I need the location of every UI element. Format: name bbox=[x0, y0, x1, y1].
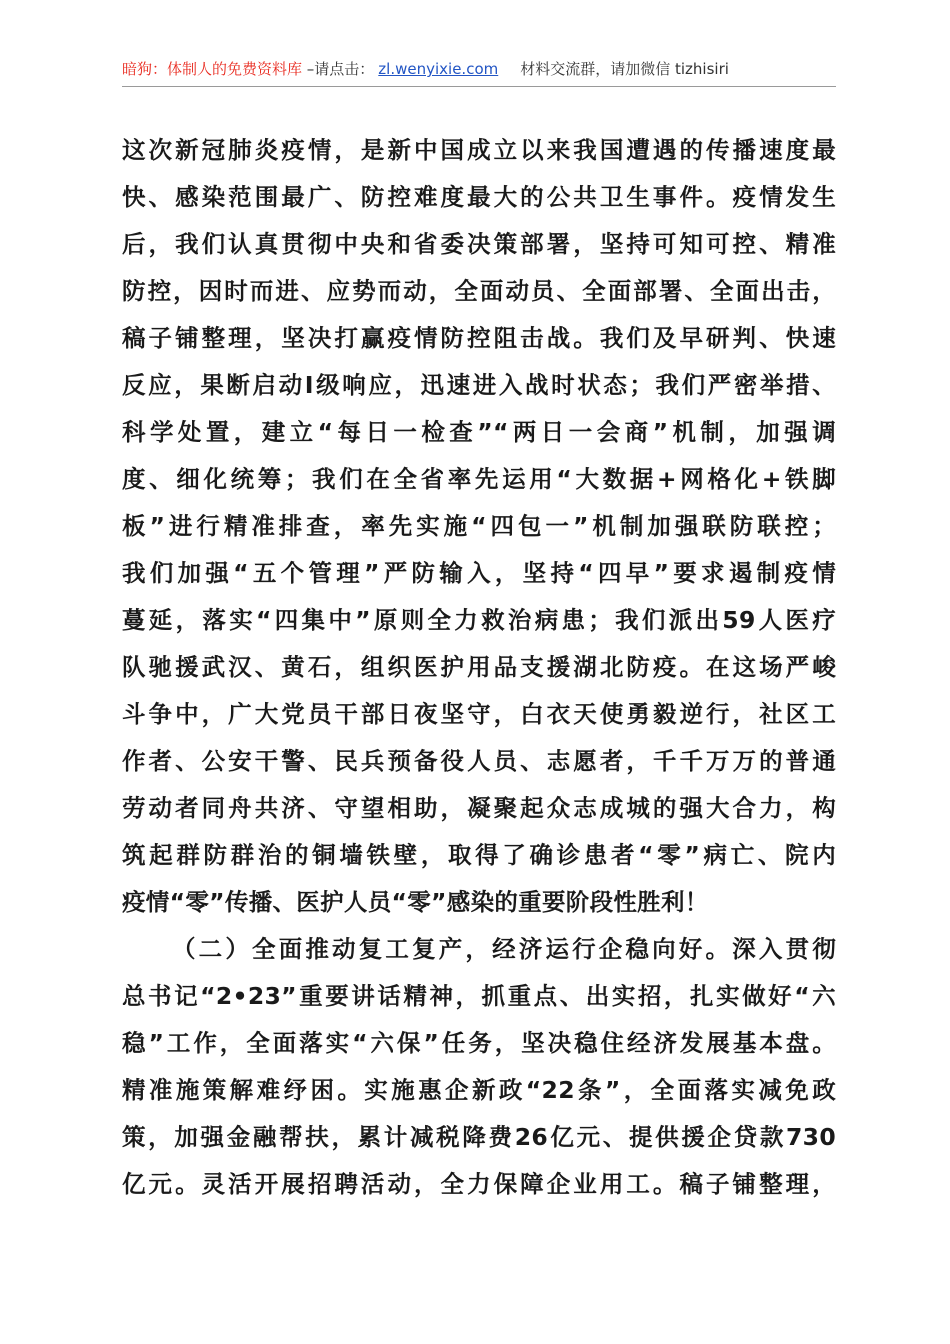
paragraph-line: 精准施策解难纾困。实施惠企新政“22条”，全面落实减免政 bbox=[122, 1076, 836, 1104]
paragraph-line: 反应，果断启动Ⅰ级响应，迅速进入战时状态；我们严密举措、 bbox=[122, 371, 836, 399]
paragraph-line: 板”进行精准排查，率先实施“四包一”机制加强联防联控； bbox=[122, 512, 836, 540]
paragraph-line: 我们加强“五个管理”严防输入，坚持“四早”要求遏制疫情 bbox=[122, 559, 836, 587]
paragraph-line: 亿元。灵活开展招聘活动，全力保障企业用工。稿子铺整理， bbox=[122, 1170, 836, 1198]
paragraph-line: 科学处置，建立“每日一检查”“两日一会商”机制，加强调 bbox=[122, 418, 836, 446]
header-brand: 暗狗：体制人的免费资料库 bbox=[122, 60, 303, 78]
paragraph-line: 快、感染范围最广、防控难度最大的公共卫生事件。疫情发生 bbox=[122, 183, 836, 211]
document-body bbox=[122, 127, 836, 1208]
paragraph-line: 防控，因时而进、应势而动，全面动员、全面部署、全面出击， bbox=[122, 277, 836, 305]
paragraph-line: 这次新冠肺炎疫情，是新中国成立以来我国遭遇的传播速度最 bbox=[122, 136, 836, 164]
paragraph-line: 队驰援武汉、黄石，组织医护用品支援湖北防疫。在这场严峻 bbox=[122, 653, 836, 681]
header-contact: 材料交流群，请加微信 tizhisiri bbox=[520, 60, 729, 78]
paragraph-line: 劳动者同舟共济、守望相助，凝聚起众志成城的强大合力，构 bbox=[122, 794, 836, 822]
paragraph-line: 策，加强金融帮扶，累计减税降费26亿元、提供援企贷款730 bbox=[122, 1123, 836, 1151]
page-header bbox=[122, 56, 836, 87]
paragraph-line: 后，我们认真贯彻中央和省委决策部署，坚持可知可控、精准 bbox=[122, 230, 836, 258]
paragraph-line: 蔓延，落实“四集中”原则全力救治病患；我们派出59人医疗 bbox=[122, 606, 836, 634]
paragraph-line: 筑起群防群治的铜墙铁壁，取得了确诊患者“零”病亡、院内 bbox=[122, 841, 836, 869]
paragraph-line: 度、细化统筹；我们在全省率先运用“大数据+网格化+铁脚 bbox=[122, 465, 836, 493]
paragraph-line: 稳”工作，全面落实“六保”任务，坚决稳住经济发展基本盘。 bbox=[122, 1029, 836, 1057]
paragraph-line: 疫情“零”传播、医护人员“零”感染的重要阶段性胜利！ bbox=[122, 888, 709, 916]
paragraph-line: 总书记“2•23”重要讲话精神，抓重点、出实招，扎实做好“六 bbox=[122, 982, 836, 1010]
paragraph-line: 稿子铺整理，坚决打赢疫情防控阻击战。我们及早研判、快速 bbox=[122, 324, 836, 352]
header-prompt: –请点击： bbox=[302, 60, 375, 78]
paragraph-line: 斗争中，广大党员干部日夜坚守，白衣天使勇毅逆行，社区工 bbox=[122, 700, 836, 728]
section-heading-line: （二）全面推动复工复产，经济运行企稳向好。深入贯彻 bbox=[172, 935, 836, 963]
header-link[interactable]: zl.wenyixie.com bbox=[378, 60, 499, 78]
paragraph-line: 作者、公安干警、民兵预备役人员、志愿者，千千万万的普通 bbox=[122, 747, 836, 775]
